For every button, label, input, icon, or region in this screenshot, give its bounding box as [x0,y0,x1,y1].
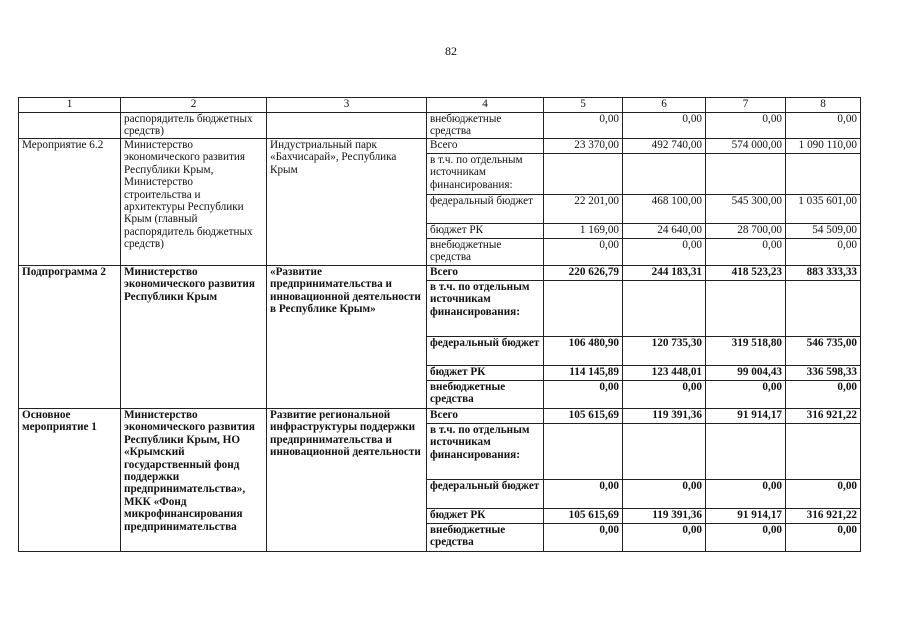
col-header-2: 2 [121,98,267,113]
group3-value: 316 921,22 [786,509,861,524]
group2-measure-name: Подпрограмма 2 [19,266,121,409]
group3-value: 0,00 [544,524,623,552]
group3-value: 0,00 [623,524,706,552]
group1-value: 0,00 [544,239,623,266]
group3-value: 119 391,36 [623,409,706,424]
group3-value: 0,00 [706,524,786,552]
group1-value: 492 740,00 [623,139,706,154]
table-row [19,266,861,281]
col-header-5: 5 [544,98,623,113]
group2-source-label: внебюджетные средства [427,381,544,409]
group3-value: 0,00 [706,480,786,509]
cont-source-label: внебюджетные средства [427,113,544,139]
group2-value: 883 333,33 [786,266,861,281]
cont-executor-cell: распорядитель бюджетных средств) [121,113,267,139]
group1-source-label: внебюджетные средства [427,239,544,266]
group2-value [786,281,861,337]
group2-title: «Развитие предпринимательства и инновационной деятельности в Республике Крым» [267,266,427,409]
group1-source-label: бюджет РК [427,224,544,239]
col-header-1: 1 [19,98,121,113]
group1-value: 1 090 110,00 [786,139,861,154]
group3-source-label: внебюджетные средства [427,524,544,552]
cont-value-y3: 0,00 [706,113,786,139]
group2-source-label: федеральный бюджет [427,337,544,366]
group1-value: 0,00 [623,239,706,266]
cont-value-total: 0,00 [786,113,861,139]
group1-source-label: в т.ч. по отдельным источникам финансирования: [427,154,544,195]
group1-value: 0,00 [786,239,861,266]
group2-value: 244 183,31 [623,266,706,281]
group2-value: 336 598,33 [786,366,861,381]
group1-value [544,154,623,195]
group2-executor: Министерство экономического развития Республики Крым [121,266,267,409]
group3-value: 105 615,69 [544,409,623,424]
group1-value: 23 370,00 [544,139,623,154]
group2-value [706,281,786,337]
group2-value: 120 735,30 [623,337,706,366]
cont-col1-cell [19,113,121,139]
group1-measure-name: Мероприятие 6.2 [19,139,121,266]
financing-table [18,97,861,552]
group3-value: 0,00 [786,524,861,552]
group3-source-label: в т.ч. по отдельным источникам финансирования: [427,424,544,480]
group2-value [544,281,623,337]
table-row [19,113,861,139]
group2-value: 114 145,89 [544,366,623,381]
group2-value: 319 518,80 [706,337,786,366]
group2-value: 0,00 [544,381,623,409]
col-header-8: 8 [786,98,861,113]
col-header-4: 4 [427,98,544,113]
group2-value: 106 480,90 [544,337,623,366]
group3-source-label: Всего [427,409,544,424]
group2-value: 546 735,00 [786,337,861,366]
column-number-header [19,98,861,113]
table-row [19,409,861,424]
group1-executor: Министерство экономического развития Республики Крым, Министерство строительства и архитектуры Республики Крым (главный распорядитель бюджетных средств) [121,139,267,266]
group3-value [786,424,861,480]
group2-source-label: Всего [427,266,544,281]
cont-col3-cell [267,113,427,139]
group3-value: 91 914,17 [706,509,786,524]
group1-source-label: Всего [427,139,544,154]
group3-executor: Министерство экономического развития Республики Крым, НО «Крымский государственный фонд поддержки предпринимательства», МКК «Фонд микрофинансирования предпринимательства [121,409,267,552]
group2-value: 0,00 [706,381,786,409]
group1-value: 574 000,00 [706,139,786,154]
group3-value: 0,00 [623,480,706,509]
group1-value: 468 100,00 [623,195,706,224]
group1-value: 0,00 [706,239,786,266]
group3-value: 119 391,36 [623,509,706,524]
group1-value [786,154,861,195]
group1-value: 545 300,00 [706,195,786,224]
group3-value: 105 615,69 [544,509,623,524]
group1-value: 54 509,00 [786,224,861,239]
col-header-7: 7 [706,98,786,113]
group1-value: 1 169,00 [544,224,623,239]
group3-title: Развитие региональной инфраструктуры поддержки предпринимательства и инновационной деятельности [267,409,427,552]
group3-value: 0,00 [786,480,861,509]
col-header-3: 3 [267,98,427,113]
col-header-6: 6 [623,98,706,113]
group3-value [706,424,786,480]
group2-value: 99 004,43 [706,366,786,381]
group1-value [706,154,786,195]
group3-value [544,424,623,480]
group2-value: 123 448,01 [623,366,706,381]
group1-value [623,154,706,195]
group2-value: 0,00 [786,381,861,409]
group2-value [623,281,706,337]
group1-title: Индустриальный парк «Бахчисарай», Республика Крым [267,139,427,266]
group3-source-label: федеральный бюджет [427,480,544,509]
group3-measure-name: Основное мероприятие 1 [19,409,121,552]
cont-value-y1: 0,00 [544,113,623,139]
table-row [19,139,861,154]
group1-value: 22 201,00 [544,195,623,224]
group1-value: 28 700,00 [706,224,786,239]
group2-value: 220 626,79 [544,266,623,281]
group3-value: 91 914,17 [706,409,786,424]
group3-source-label: бюджет РК [427,509,544,524]
group1-value: 1 035 601,00 [786,195,861,224]
cont-value-y2: 0,00 [623,113,706,139]
group2-source-label: бюджет РК [427,366,544,381]
group2-value: 0,00 [623,381,706,409]
group1-source-label: федеральный бюджет [427,195,544,224]
page-number: 82 [445,44,457,58]
group2-value: 418 523,23 [706,266,786,281]
group3-value [623,424,706,480]
group3-value: 0,00 [544,480,623,509]
group3-value: 316 921,22 [786,409,861,424]
group2-source-label: в т.ч. по отдельным источникам финансирования: [427,281,544,337]
group1-value: 24 640,00 [623,224,706,239]
